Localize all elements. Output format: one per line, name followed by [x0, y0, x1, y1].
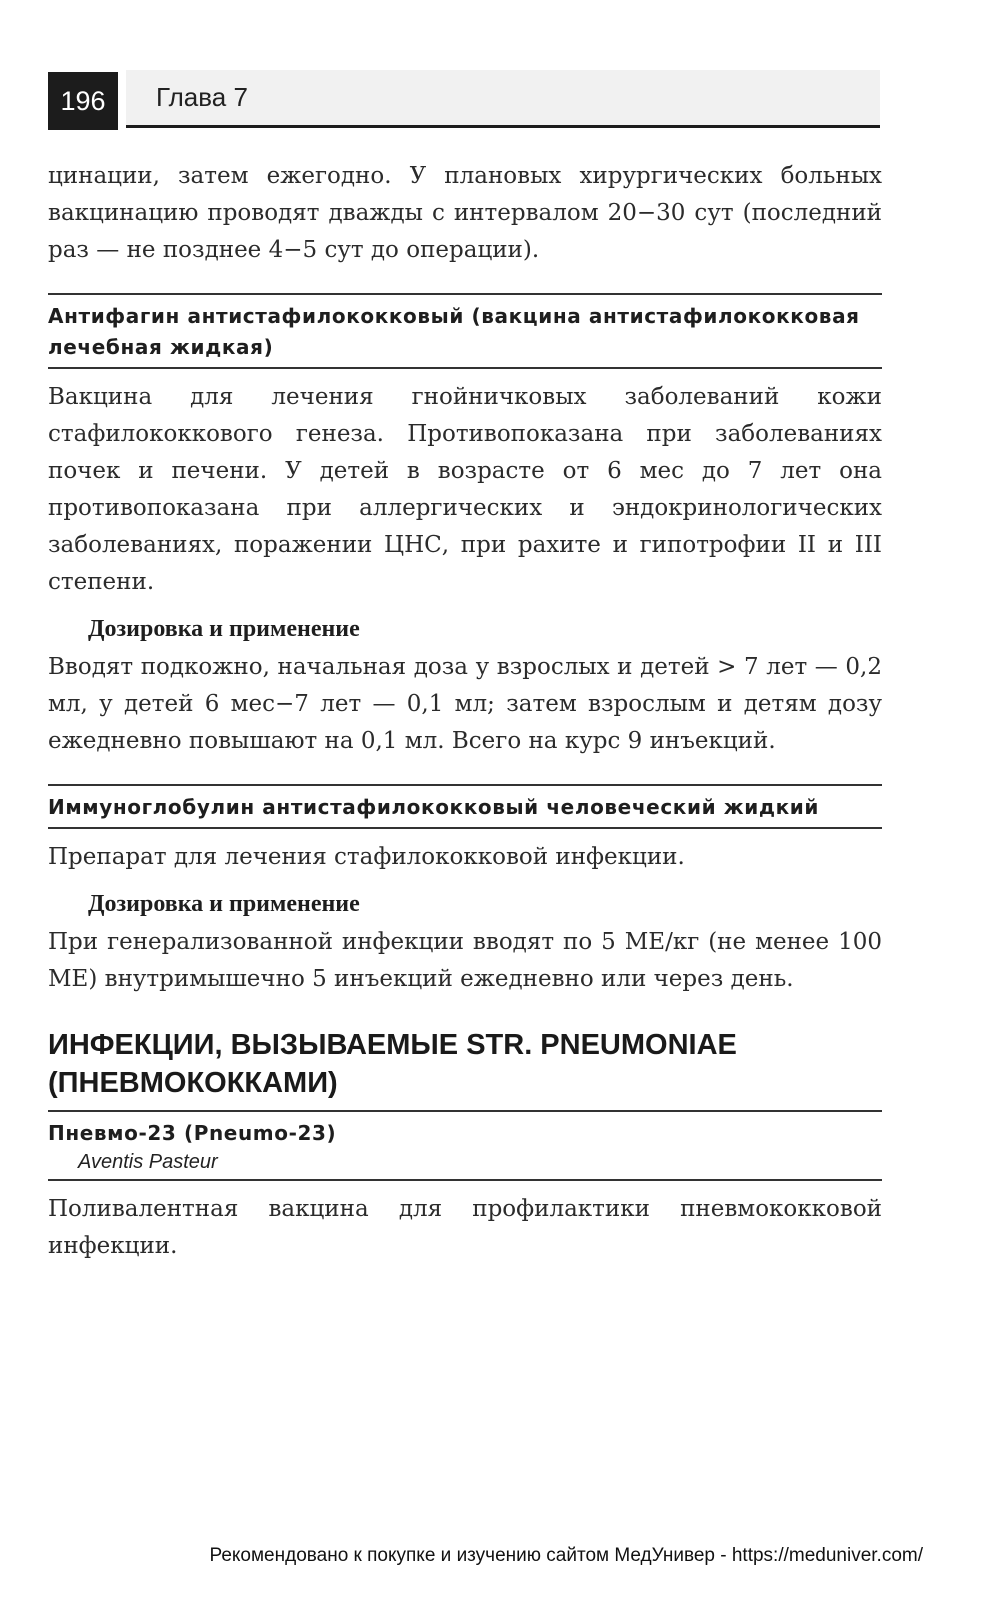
footer-note: Рекомендовано к покупке и изучению сайтом МедУнивер - https://meduniver.com/ — [209, 1545, 923, 1566]
dosage-text: Вводят подкожно, начальная доза у взрослых и детей > 7 лет — 0,2 мл, у детей 6 мес−7 лет — 0,1 мл; затем взрослым и детям дозу ежедневно повышают на 0,1 мл. Всего на курс 9 инъекций. — [48, 654, 882, 754]
drug-entry-header — [48, 1110, 882, 1181]
chapter-bar — [126, 70, 880, 128]
dosage-heading: Дозировка и применение — [88, 616, 360, 642]
drug-title: Антифагин антистафилококковый (вакцина антистафилококковая лечебная жидкая) — [48, 304, 860, 359]
page-content — [48, 158, 882, 1265]
drug-title: Пневмо-23 (Pneumo-23) — [48, 1121, 337, 1145]
dosage-text: При генерализованной инфекции вводят по 5 МЕ/кг (не менее 100 МЕ) внутримышечно 5 инъекций ежедневно или через день. — [48, 929, 882, 992]
section-title: ИНФЕКЦИИ, ВЫЗЫВАЕМЫЕ STR. PNEUMONIAE (ПНЕВМОКОККАМИ) — [48, 1029, 737, 1099]
dosage-heading: Дозировка и применение — [88, 891, 360, 917]
drug-description: Поливалентная вакцина для профилактики пневмококковой инфекции. — [48, 1196, 882, 1259]
intro-paragraph: цинации, затем ежегодно. У плановых хирургических больных вакцинацию проводят дважды с интервалом 20−30 сут (последний раз — не позднее 4−5 сут до операции). — [48, 163, 882, 263]
chapter-title: Глава 7 — [156, 82, 248, 112]
drug-entry-header — [48, 784, 882, 829]
page-number: 196 — [48, 72, 118, 130]
drug-description: Препарат для лечения стафилококковой инфекции. — [48, 844, 685, 870]
drug-description: Вакцина для лечения гнойничковых заболеваний кожи стафилококкового генеза. Противопоказана при заболеваниях почек и печени. У детей в возрасте от 6 мес до 7 лет она противопоказана при аллергических и эндокринологических заболеваниях, поражении ЦНС, при рахите и гипотрофии II и III степени. — [48, 384, 882, 595]
drug-manufacturer: Aventis Pasteur — [78, 1151, 218, 1173]
drug-entry-header — [48, 293, 882, 369]
drug-title: Иммуноглобулин антистафилококковый человеческий жидкий — [48, 795, 820, 819]
page-header — [48, 68, 880, 128]
